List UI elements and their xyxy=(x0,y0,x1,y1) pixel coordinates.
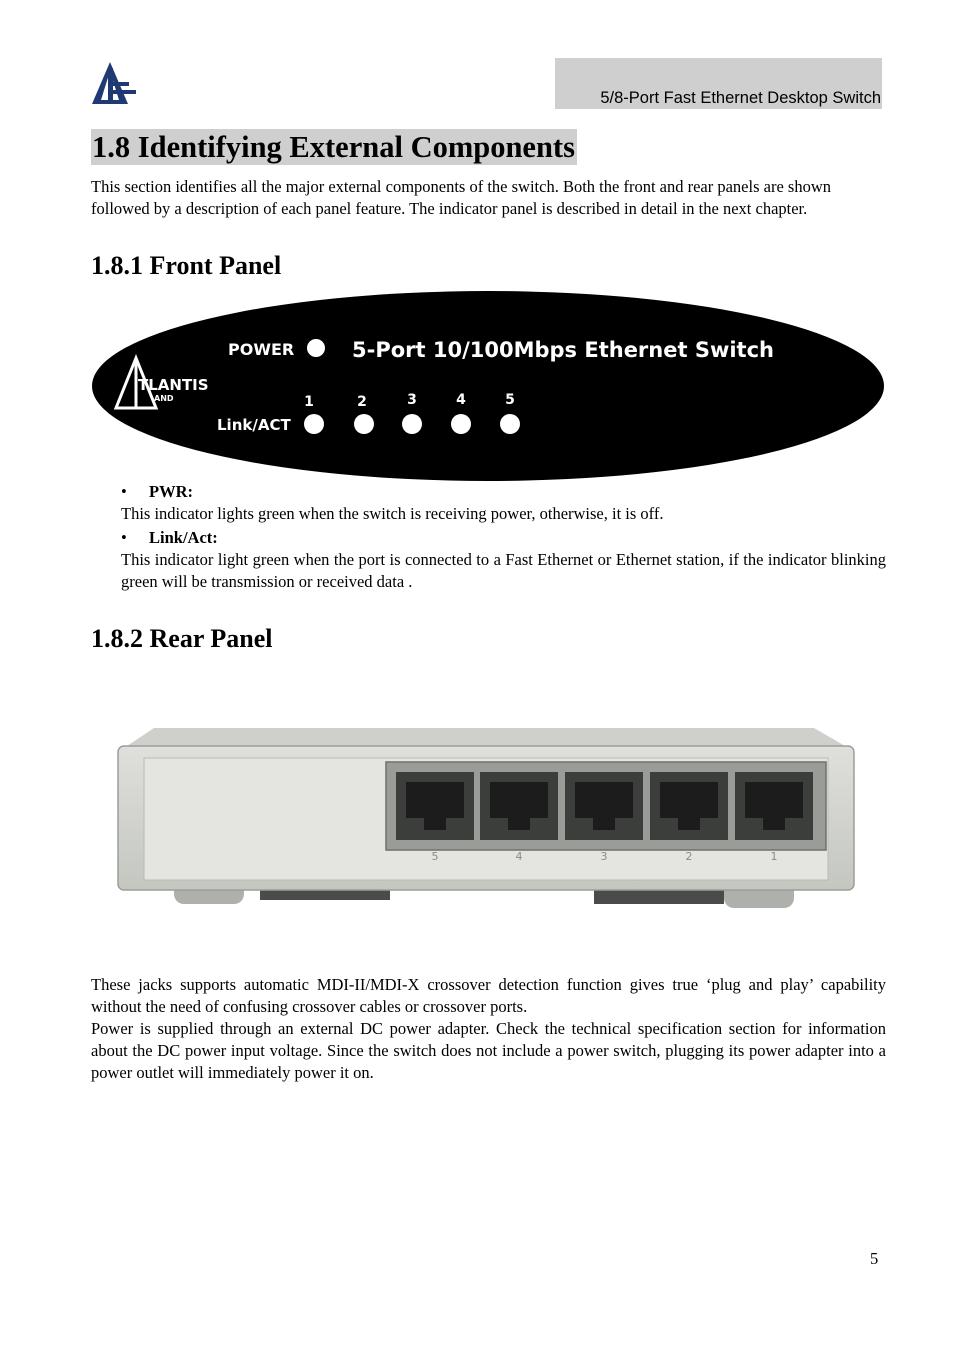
rj45-port-4 xyxy=(480,772,558,840)
page-number: 5 xyxy=(870,1249,879,1268)
bullet-link-act-description: This indicator light green when the port is connected to a Fast Ethernet or Ethernet station, if the indicator blinking green will be transmission or received data . xyxy=(121,550,886,591)
rear-port-number-1: 1 xyxy=(770,850,778,863)
rear-port-number-3: 3 xyxy=(600,850,608,863)
link-led-1 xyxy=(304,414,324,434)
port-number-2: 2 xyxy=(357,394,367,410)
front-panel-model-label: 5-Port 10/100Mbps Ethernet Switch xyxy=(352,338,774,362)
bullet-pwr-description: This indicator lights green when the switch is receiving power, otherwise, it is off. xyxy=(121,504,664,523)
link-led-2 xyxy=(354,414,374,434)
bullet-pwr-label: PWR: xyxy=(149,482,193,501)
bullet-dot-icon: • xyxy=(121,528,127,547)
bullet-link-act-label: Link/Act: xyxy=(149,528,218,547)
front-panel-heading: 1.8.1 Front Panel xyxy=(91,251,282,280)
rear-port-number-4: 4 xyxy=(515,850,523,863)
bullet-dot-icon: • xyxy=(121,482,127,501)
front-panel-brand-text: TLANTIS xyxy=(138,376,209,394)
front-panel-power-label: POWER xyxy=(228,340,295,359)
rj45-port-2 xyxy=(650,772,728,840)
running-header xyxy=(555,58,882,109)
rear-panel-heading: 1.8.2 Rear Panel xyxy=(91,624,273,653)
port-number-5: 5 xyxy=(505,392,515,408)
link-led-4 xyxy=(451,414,471,434)
rj45-port-1 xyxy=(735,772,813,840)
power-led xyxy=(307,339,325,357)
running-header-title: 5/8-Port Fast Ethernet Desktop Switch xyxy=(600,89,881,107)
atlantis-logo-icon xyxy=(91,60,137,106)
front-panel-image xyxy=(90,290,886,482)
front-panel-link-label: Link/ACT xyxy=(217,416,291,434)
link-led-3 xyxy=(402,414,422,434)
link-led-5 xyxy=(500,414,520,434)
rear-port-number-2: 2 xyxy=(685,850,693,863)
section-intro: This section identifies all the major external components of the switch. Both the front and rear panels are shown followed by a description of each panel feature. The indicator panel is described in detail in the next chapter. xyxy=(91,177,831,218)
rear-rj45-ports xyxy=(396,772,813,840)
rj45-port-3 xyxy=(565,772,643,840)
rear-panel-image xyxy=(114,720,856,912)
front-panel-brand-subtext: AND xyxy=(154,394,174,403)
rear-panel-paragraph-power: Power is supplied through an external DC power adapter. Check the technical specification section for information about the DC power input voltage. Since the switch does not include a power switch, plugging its power adapter into a power outlet will immediately power it on. xyxy=(91,1019,886,1082)
port-number-1: 1 xyxy=(304,394,314,410)
port-number-4: 4 xyxy=(456,392,466,408)
rear-panel-paragraph-mdi: These jacks supports automatic MDI-II/MDI-X crossover detection function gives true ‘plug and play’ capability without the need of confusing crossover cables or crossover ports. xyxy=(91,975,886,1016)
rear-port-number-5: 5 xyxy=(431,850,439,863)
port-number-3: 3 xyxy=(407,392,417,408)
rj45-port-5 xyxy=(396,772,474,840)
section-heading: 1.8 Identifying External Components xyxy=(92,130,575,164)
